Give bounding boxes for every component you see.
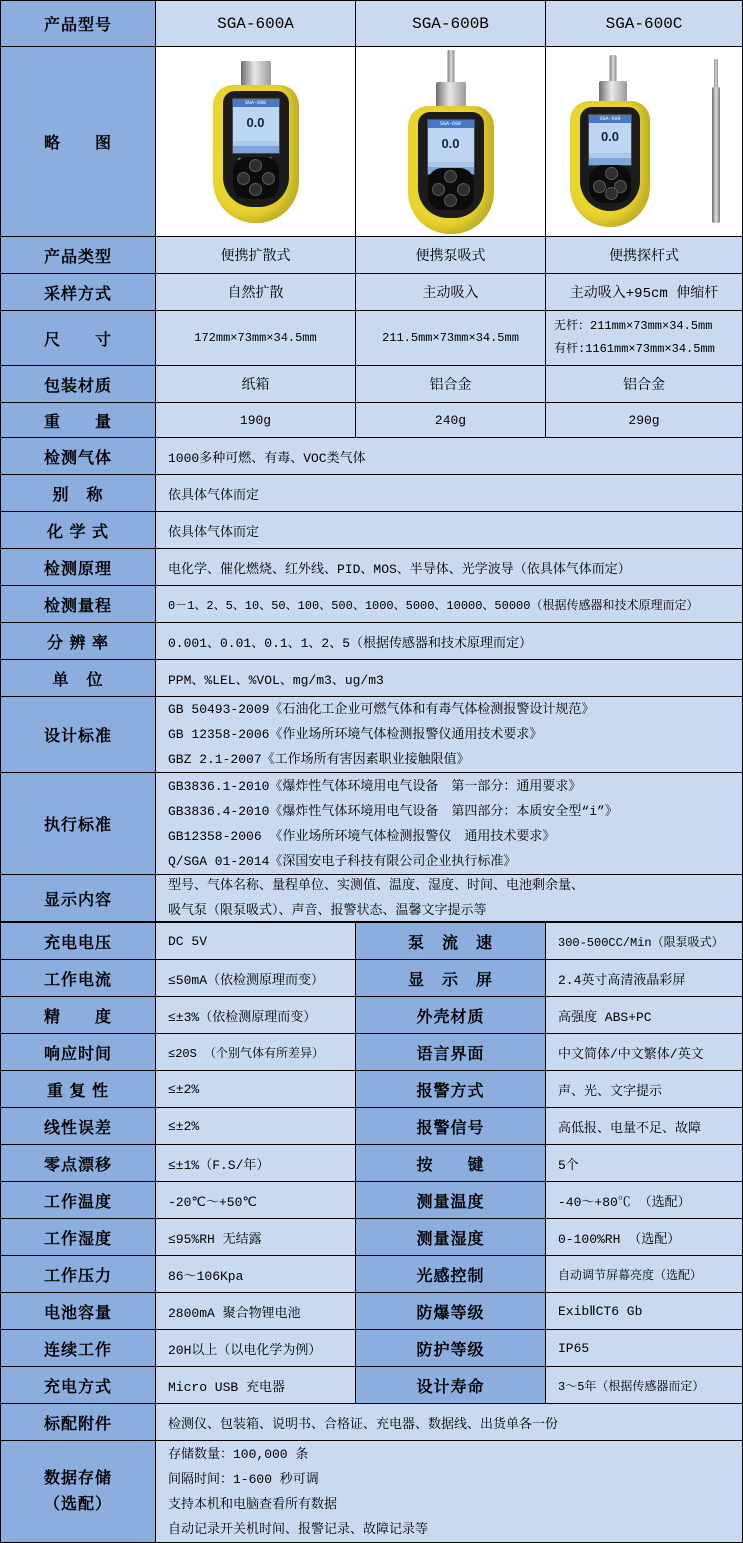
spec-row-charging-voltage-pump-flow (1, 923, 743, 960)
device-screen-statusbar (233, 137, 279, 153)
row-value (156, 773, 743, 875)
spec-value: 86～106Kpa (156, 1256, 356, 1293)
value-c: 便携探杆式 (546, 237, 743, 274)
storage-label-line: 数据存储 (43, 1469, 112, 1487)
spec-label: 显 示 屏 (356, 960, 546, 997)
storage-line: 间隔时间：1-600 秒可调 (168, 1471, 319, 1487)
row-label: 分 辨 率 (1, 623, 156, 660)
row-label: 采样方式 (1, 274, 156, 311)
spec-label: 线性误差 (1, 1108, 156, 1145)
spec-label: 测量温度 (356, 1182, 546, 1219)
spec-label: 报警方式 (356, 1071, 546, 1108)
sketch-cell-sga-600c (546, 47, 743, 237)
spec-label: 泵 流 速 (356, 923, 546, 960)
spec-label: 工作压力 (1, 1256, 156, 1293)
device-button (262, 172, 275, 185)
device-screen-reading: 0.0 (246, 114, 265, 130)
row-label: 别 称 (1, 475, 156, 512)
device-image-sga-600b (408, 50, 494, 236)
row-value: 0－1、2、5、10、50、100、500、1000、5000、10000、50000（根据传感器和技术原理而定） (156, 586, 743, 623)
row-label (1, 1441, 156, 1543)
device-button (237, 172, 250, 185)
device-body (570, 101, 650, 227)
standard-line: Q/SGA 01-2014《深国安电子科技有限公司企业执行标准》 (168, 853, 517, 869)
value-c: 铝合金 (546, 366, 743, 403)
spec-value: -20℃～+50℃ (156, 1182, 356, 1219)
storage-label-line: （选配） (43, 1495, 112, 1513)
value-b: 240g (356, 403, 546, 438)
value-b: 铝合金 (356, 366, 546, 403)
spec-value: ≤±3%（依检测原理而变） (156, 997, 356, 1034)
standard-line: GB12358-2006 《作业场所环境气体检测报警仪 通用技术要求》 (168, 828, 556, 844)
model-name-sga-600b: SGA-600B (356, 1, 546, 47)
spec-label: 电池容量 (1, 1293, 156, 1330)
device-front-panel (580, 107, 640, 211)
device-body (213, 85, 299, 223)
model-name-sga-600a: SGA-600A (156, 1, 356, 47)
sketch-cell-sga-600b (356, 47, 546, 237)
device-button (249, 183, 262, 196)
device-screen-reading: 0.0 (441, 135, 460, 151)
device-screen-reading: 0.0 (600, 128, 620, 144)
spec-value: ≤20S （个别气体有所差异） (156, 1034, 356, 1071)
spec-row-working-pressure-light-control (1, 1256, 743, 1293)
storage-line: 自动记录开关机时间、报警记录、故障记录等 (168, 1521, 429, 1537)
sketch-cell-sga-600a (156, 47, 356, 237)
storage-line: 存储数量：100,000 条 (168, 1446, 309, 1462)
spec-value: -40～+80℃ （选配） (546, 1182, 743, 1219)
row-design-standards (1, 697, 743, 773)
spec-value: 中文简体/中文繁体/英文 (546, 1034, 743, 1071)
standard-line: GB 12358-2006《作业场所环境气体检测报警仪通用技术要求》 (168, 727, 543, 742)
spec-value: 自动调节屏幕亮度（选配） (546, 1256, 743, 1293)
spec-label: 工作电流 (1, 960, 156, 997)
spec-label: 测量湿度 (356, 1219, 546, 1256)
row-value: 0.001、0.01、0.1、1、2、5（根据传感器和技术原理而定） (156, 623, 743, 660)
spec-label: 语言界面 (356, 1034, 546, 1071)
value-a: 190g (156, 403, 356, 438)
device-image-sga-600a (213, 61, 299, 223)
spec-row-accuracy-shell-material (1, 997, 743, 1034)
spec-label: 按 键 (356, 1145, 546, 1182)
spec-label: 外壳材质 (356, 997, 546, 1034)
row-value: 依具体气体而定 (156, 475, 743, 512)
row-label: 显示内容 (1, 875, 156, 923)
sketch-row (1, 47, 743, 237)
row-dimensions (1, 311, 743, 366)
row-value: PPM、%LEL、%VOL、mg/m3、ug/m3 (156, 660, 743, 697)
spec-label: 光感控制 (356, 1256, 546, 1293)
device-front-panel (418, 112, 484, 218)
row-value: 电化学、催化燃烧、红外线、PID、MOS、半导体、光学波导（依具体气体而定） (156, 549, 743, 586)
row-resolution (1, 623, 743, 660)
value-a: 自然扩散 (156, 274, 356, 311)
row-sampling-method (1, 274, 743, 311)
model-name-sga-600c: SGA-600C (546, 1, 743, 47)
row-packaging-material (1, 366, 743, 403)
device-probe (447, 50, 454, 86)
row-label: 标配附件 (1, 1404, 156, 1441)
spec-row-working-temp-measure-temp (1, 1182, 743, 1219)
row-label: 重 量 (1, 403, 156, 438)
row-units (1, 660, 743, 697)
row-label: 化 学 式 (1, 512, 156, 549)
device-button (593, 180, 606, 193)
spec-label: 报警信号 (356, 1108, 546, 1145)
row-value (156, 875, 743, 923)
spec-value: 5个 (546, 1145, 743, 1182)
spec-row-working-humidity-measure-humidity (1, 1219, 743, 1256)
spec-row-zero-drift-buttons (1, 1145, 743, 1182)
spec-value: ≤50mA（依检测原理而变） (156, 960, 356, 997)
device-button (605, 167, 618, 180)
value-b: 便携泵吸式 (356, 237, 546, 274)
value-b: 211.5mm×73mm×34.5mm (356, 311, 546, 366)
spec-value: 20H以上（以电化学为例） (156, 1330, 356, 1367)
row-label: 检测原理 (1, 549, 156, 586)
row-label: 执行标准 (1, 773, 156, 875)
spec-value: 声、光、文字提示 (546, 1071, 743, 1108)
spec-label: 重 复 性 (1, 1071, 156, 1108)
spec-value: ExibⅡCT6 Gb (546, 1293, 743, 1330)
header-label: 产品型号 (1, 1, 156, 47)
spec-label: 工作温度 (1, 1182, 156, 1219)
spec-value: ≤±2% (156, 1108, 356, 1145)
row-execution-standards (1, 773, 743, 875)
device-image-sga-600c (570, 55, 656, 233)
row-data-storage (1, 1441, 743, 1543)
display-content-line: 型号、气体名称、量程单位、实测值、温度、湿度、时间、电池剩余量、 (168, 878, 585, 893)
spec-value: IP65 (546, 1330, 743, 1367)
row-detection-principle (1, 549, 743, 586)
row-detected-gases (1, 438, 743, 475)
row-label: 检测气体 (1, 438, 156, 475)
row-value (156, 1441, 743, 1543)
row-alias (1, 475, 743, 512)
spec-label: 防爆等级 (356, 1293, 546, 1330)
spec-label: 工作湿度 (1, 1219, 156, 1256)
value-a: 纸箱 (156, 366, 356, 403)
device-screen-statusbar (589, 149, 631, 165)
spec-value: 高低报、电量不足、故障 (546, 1108, 743, 1145)
value-b: 主动吸入 (356, 274, 546, 311)
standard-line: GB3836.1-2010《爆炸性气体环境用电气设备 第一部分：通用要求》 (168, 778, 582, 794)
telescopic-rod (712, 87, 720, 223)
row-value: 检测仪、包装箱、说明书、合格证、充电器、数据线、出货单各一份 (156, 1404, 743, 1441)
display-content-line: 吸气泵（限泵吸式）、声音、报警状态、温馨文字提示等 (168, 903, 487, 918)
device-screen (427, 119, 475, 175)
device-body (408, 106, 494, 234)
row-value (156, 697, 743, 773)
spec-row-charging-method-design-life (1, 1367, 743, 1404)
dimension-with-rod: 有杆:1161mm×73mm×34.5mm (554, 342, 715, 356)
spec-value: ≤95%RH 无结露 (156, 1219, 356, 1256)
standard-line: GB 50493-2009《石油化工企业可燃气体和有毒气体检测报警设计规范》 (168, 702, 595, 717)
spec-row-repeatability-alarm-mode (1, 1071, 743, 1108)
spec-label: 精 度 (1, 997, 156, 1034)
row-value: 1000多种可燃、有毒、VOC类气体 (156, 438, 743, 475)
row-standard-accessories (1, 1404, 743, 1441)
row-label: 设计标准 (1, 697, 156, 773)
spec-label: 零点漂移 (1, 1145, 156, 1182)
row-product-type (1, 237, 743, 274)
device-screen (232, 98, 280, 154)
device-screen-titlebar: SGA-600 (589, 115, 631, 123)
spec-value: 高强度 ABS+PC (546, 997, 743, 1034)
telescopic-rod-tip (714, 59, 718, 87)
spec-label: 充电方式 (1, 1367, 156, 1404)
spec-label: 设计寿命 (356, 1367, 546, 1404)
spec-value: 0-100%RH （选配） (546, 1219, 743, 1256)
spec-label: 连续工作 (1, 1330, 156, 1367)
spec-row-battery-capacity-explosion-rating (1, 1293, 743, 1330)
device-button (432, 183, 445, 196)
device-front-panel (223, 91, 289, 207)
spec-label: 防护等级 (356, 1330, 546, 1367)
value-c (546, 311, 743, 366)
spec-row-linearity-error-alarm-signal (1, 1108, 743, 1145)
spec-row-continuous-work-protection-rating (1, 1330, 743, 1367)
row-chemical-formula (1, 512, 743, 549)
spec-value: ≤±1%（F.S/年） (156, 1145, 356, 1182)
device-button-cluster (428, 168, 474, 210)
row-detection-range (1, 586, 743, 623)
spec-value: 2800mA 聚合物锂电池 (156, 1293, 356, 1330)
row-label: 检测量程 (1, 586, 156, 623)
spec-row-working-current-display-screen (1, 960, 743, 997)
row-label: 产品类型 (1, 237, 156, 274)
row-label: 尺 寸 (1, 311, 156, 366)
value-c: 主动吸入+95cm 伸缩杆 (546, 274, 743, 311)
spec-value: 300-500CC/Min（限泵吸式） (546, 923, 743, 960)
header-row (1, 1, 743, 47)
value-a: 172mm×73mm×34.5mm (156, 311, 356, 366)
device-screen-titlebar: SGA-600 (233, 99, 279, 107)
spec-value: 2.4英寸高清液晶彩屏 (546, 960, 743, 997)
row-label: 单 位 (1, 660, 156, 697)
device-screen-titlebar: SGA-600 (428, 120, 474, 128)
device-button-cluster (233, 157, 279, 199)
device-button (444, 170, 457, 183)
spec-value: 3～5年（根据传感器而定） (546, 1367, 743, 1404)
spec-value: DC 5V (156, 923, 356, 960)
device-button (457, 183, 470, 196)
row-label: 包装材质 (1, 366, 156, 403)
device-button (249, 159, 262, 172)
row-display-content (1, 875, 743, 923)
sketch-label: 略 图 (1, 47, 156, 237)
value-a: 便携扩散式 (156, 237, 356, 274)
device-button (444, 194, 457, 207)
standard-line: GBZ 2.1-2007《工作场所有害因素职业接触限值》 (168, 752, 470, 767)
row-value: 依具体气体而定 (156, 512, 743, 549)
storage-line: 支持本机和电脑查看所有数据 (168, 1496, 338, 1512)
spec-row-response-time-language (1, 1034, 743, 1071)
device-screen (588, 114, 632, 166)
standard-line: GB3836.4-2010《爆炸性气体环境用电气设备 第四部分：本质安全型“i”》 (168, 803, 618, 819)
spec-value: Micro USB 充电器 (156, 1367, 356, 1404)
device-button-cluster (589, 165, 631, 203)
value-c: 290g (546, 403, 743, 438)
dimension-without-rod: 无杆：211mm×73mm×34.5mm (554, 319, 713, 333)
spec-value: ≤±2% (156, 1071, 356, 1108)
spec-label: 充电电压 (1, 923, 156, 960)
row-weight (1, 403, 743, 438)
device-button (605, 187, 618, 200)
spec-label: 响应时间 (1, 1034, 156, 1071)
